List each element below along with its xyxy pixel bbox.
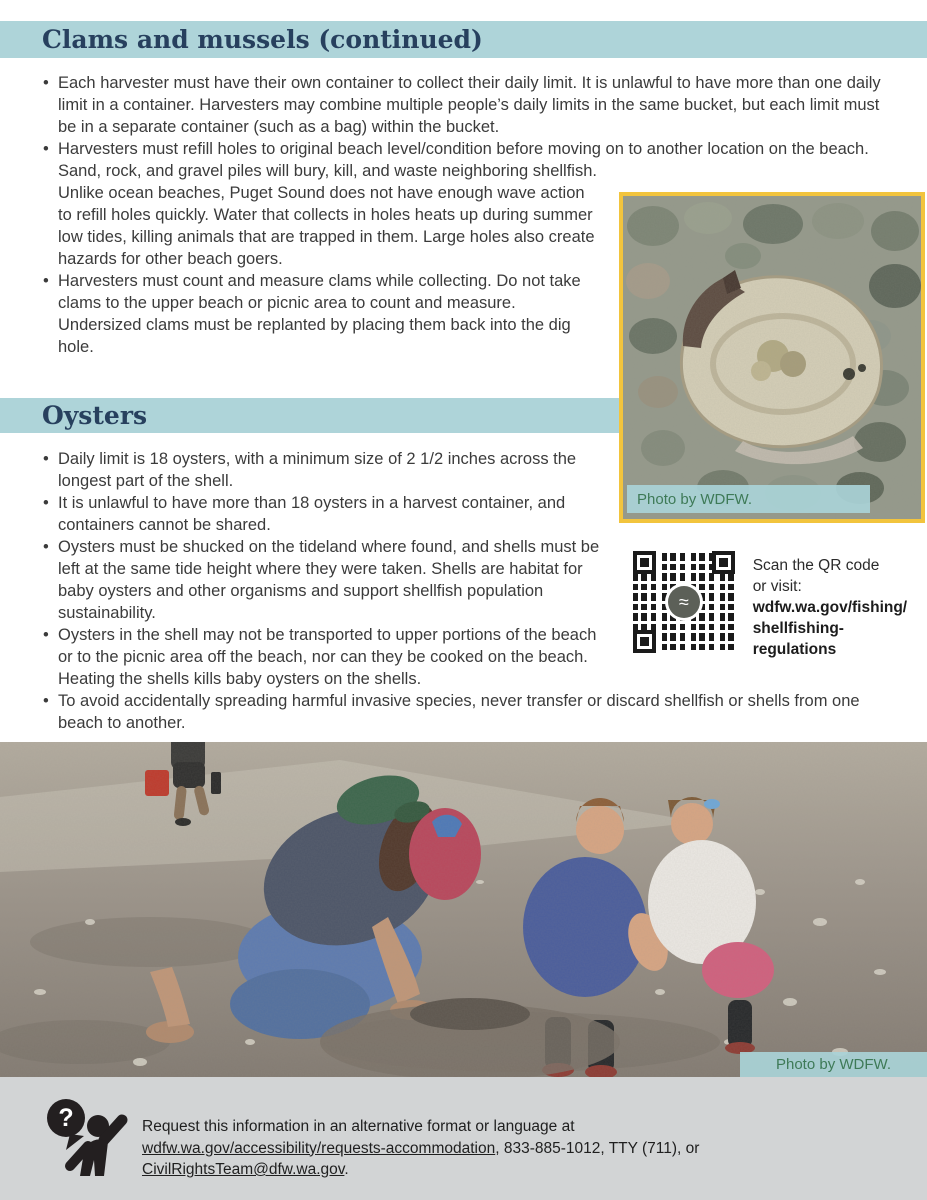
qr-code (633, 551, 735, 653)
accessibility-text (142, 1116, 902, 1181)
photo-credit: Photo by WDFW. (627, 485, 870, 513)
qr-url: wdfw.wa.gov/fishing/ (752, 599, 908, 616)
bullet-item: • Harvesters must count and measure clams while collecting. Do not take clams to the upper beach or picnic area to count and measure. Undersized clams must be replanted by placing them back into the dig hole. (40, 270, 895, 358)
qr-finder-icon (633, 551, 656, 574)
accessibility-line2 (142, 1138, 902, 1181)
oyster-photo (619, 192, 925, 523)
oyster-on-pebbles-illustration (623, 196, 921, 519)
qr-block (633, 551, 927, 660)
qr-line: or visit: (752, 578, 802, 595)
wdfw-logo-icon: ≈ (665, 583, 703, 621)
section-header-oysters (0, 398, 622, 433)
qr-line: Scan the QR code (752, 557, 880, 574)
section-header-clams (0, 21, 927, 58)
phone-tty-text: , 833-885-1012, TTY (711), or (495, 1139, 700, 1157)
bullet-item: • Daily limit is 18 oysters, with a minimum size of 2 1/2 inches across the longest part of the shell. (40, 448, 895, 492)
qr-url: shellfishing-regulations (752, 620, 844, 658)
question-person-icon (44, 1098, 130, 1176)
beach-photo (0, 742, 927, 1077)
bullet-item: • Oysters in the shell may not be transported to upper portions of the beach or to the picnic area off the beach, nor can they be cooked on the beach. Heating the shells kills baby oysters on the shells. (40, 624, 895, 690)
clam-digging-illustration (0, 742, 927, 1077)
accessibility-line1: Request this information in an alternative format or language at (142, 1118, 575, 1135)
clams-section-title: Clams and mussels (continued) (42, 25, 483, 54)
svg-text:?: ? (58, 1104, 74, 1132)
qr-finder-icon (712, 551, 735, 574)
accessibility-request-link[interactable]: wdfw.wa.gov/accessibility/requests-accommodation (142, 1139, 496, 1157)
qr-instructions (753, 555, 927, 660)
bullet-item: • It is unlawful to have more than 18 oysters in a harvest container, and containers cannot be shared. (40, 492, 895, 536)
qr-finder-icon (633, 630, 656, 653)
civil-rights-email-link[interactable]: CivilRightsTeam@dfw.wa.gov (142, 1161, 345, 1178)
bullet-item: • Oysters must be shucked on the tideland where found, and shells must be left at the same tide height where they were taken. Shells are habitat for baby oysters and other organisms and support shellfish population sustainability. (40, 536, 895, 624)
bullet-item: • Each harvester must have their own container to collect their daily limit. It is unlawful to have more than one daily limit in a container. Harvesters may combine multiple people’s daily limits in the same bucket, but each limit must be in a separate container (such as a bag) within the bucket. (40, 72, 895, 138)
photo-credit: Photo by WDFW. (740, 1052, 927, 1077)
oysters-section-title: Oysters (42, 401, 148, 430)
period: . (344, 1161, 349, 1178)
bullet-item: • Harvesters must refill holes to original beach level/condition before moving on to another location on the beach. Sand, rock, and gravel piles will bury, kill, and waste neighboring shellfish. Unlike ocean beaches, Puget Sound does not have enough wave action to refill holes quickly. Water that collects in holes heats up during summer low tides, killing animals that are trapped in them. Large holes also create hazards for other beach goers. (40, 138, 895, 270)
bullet-item: • To avoid accidentally spreading harmful invasive species, never transfer or discard shellfish or shells from one beach to another. (40, 690, 895, 734)
